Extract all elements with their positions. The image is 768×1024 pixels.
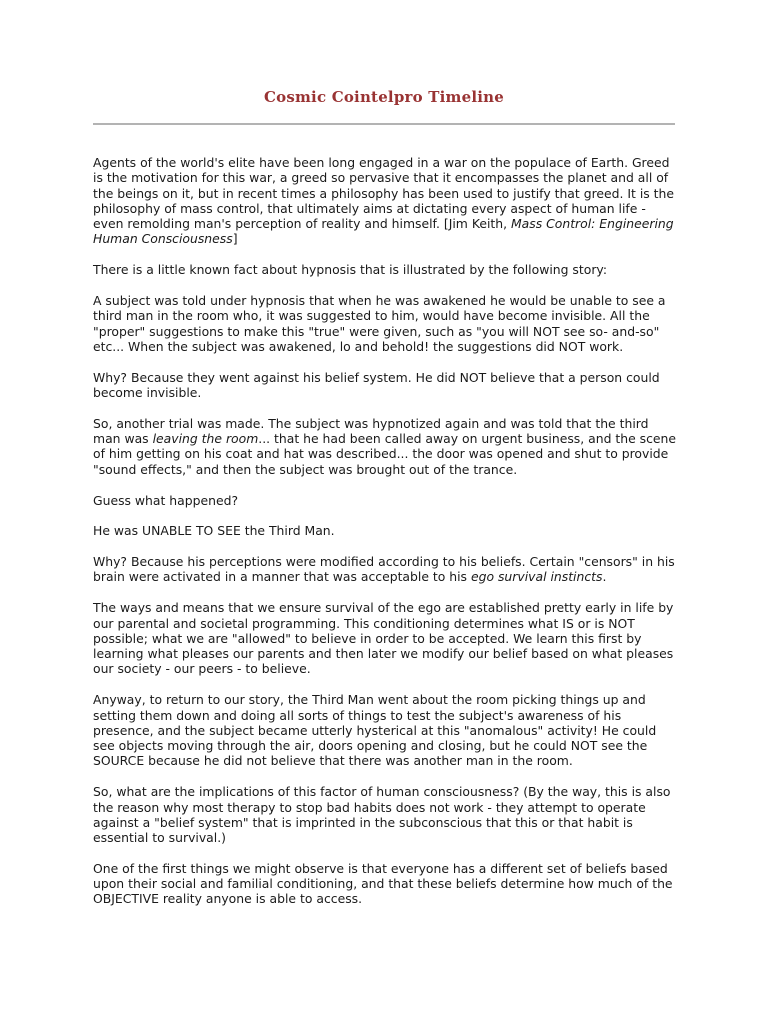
- paragraph-text: So, another trial was made. The subject was hypnotized again and was told that the third man was: [93, 415, 649, 447]
- document-title: Cosmic Cointelpro Timeline: [264, 88, 504, 106]
- paragraph: [93, 493, 677, 508]
- paragraph-text: ... that he had been called away on urgent business, and the scene of him getting on his coat and hat was described... the door was opened and shut to provide "sound effects," and then the subject was brought out of the trance.: [93, 431, 677, 477]
- paragraph: [93, 861, 677, 907]
- paragraph-text: Agents of the world's elite have been long engaged in a war on the populace of Earth. Greed is the motivation for this war, a greed so pervasive that it encompasses the planet and all of the beings on it, but in recent times a philosophy has been used to justify that greed. It is the philosophy of mass control, that ultimately aims at dictating every aspect of human life - even remolding man's perception of reality and himself. [Jim Keith,: [93, 155, 674, 232]
- paragraph-text: Guess what happened?: [93, 492, 239, 508]
- paragraph-text: .: [602, 569, 607, 585]
- paragraph-text: He was UNABLE TO SEE the Third Man.: [93, 523, 335, 539]
- paragraph: [93, 370, 677, 401]
- paragraph: [93, 262, 677, 277]
- paragraph-text: One of the first things we might observe is that everyone has a different set of beliefs based upon their social and familial conditioning, and that these beliefs determine how much of the OBJECTIVE reality anyone is able to access.: [93, 860, 673, 907]
- paragraph-intro-quote: [93, 155, 677, 247]
- document-body: [93, 155, 677, 922]
- paragraph-text: A subject was told under hypnosis that when he was awakened he would be unable to see a third man in the room who, it was suggested to him, would have become invisible. All the "proper" suggestions to make this "true" were given, such as "you will NOT see so- and-so" etc... When the subject was awakened, lo and behold! the suggestions did NOT work.: [93, 293, 666, 354]
- emphasis-text: leaving the room: [152, 431, 259, 447]
- paragraph: [93, 554, 677, 585]
- paragraph-text: There is a little known fact about hypnosis that is illustrated by the following story:: [93, 262, 608, 278]
- paragraph: [93, 523, 677, 538]
- paragraph-text: So, what are the implications of this factor of human consciousness? (By the way, this is also the reason why most therapy to stop bad habits does not work - they attempt to operate against a "belief system" that is imprinted in the subconscious that this or that habit is essential to survival.): [93, 784, 671, 846]
- paragraph-text: ]: [232, 231, 238, 247]
- paragraph: [93, 600, 677, 676]
- paragraph-text: Why? Because they went against his belief system. He did NOT believe that a person could become invisible.: [93, 369, 660, 401]
- paragraph: [93, 416, 677, 477]
- emphasis-text: ego survival instincts: [470, 569, 603, 585]
- title-divider: [93, 123, 675, 125]
- paragraph-text: Why? Because his perceptions were modified according to his beliefs. Certain "censors" in his brain were activated in a manner that was acceptable to his: [93, 554, 675, 585]
- paragraph-text: The ways and means that we ensure survival of the ego are established pretty early in life by our parental and societal programming. This conditioning determines what IS or is NOT possible; what we are "allowed" to believe in order to be accepted. We learn this first by learning what pleases our parents and then later we modify our belief based on what pleases our society - our peers - to believe.: [93, 600, 674, 677]
- paragraph: [93, 692, 677, 768]
- paragraph: [93, 784, 677, 845]
- paragraph: [93, 293, 677, 354]
- paragraph-text: Anyway, to return to our story, the Third Man went about the room picking things up and setting them down and doing all sorts of things to test the subject's awareness of his presence, and the subject became utterly hysterical at this "anomalous" activity! He could see objects moving through the air, doors opening and closing, but he could NOT see the SOURCE because he did not believe that there was another man in the room.: [93, 692, 657, 769]
- book-title: Mass Control: Engineering Human Consciousness: [93, 216, 674, 247]
